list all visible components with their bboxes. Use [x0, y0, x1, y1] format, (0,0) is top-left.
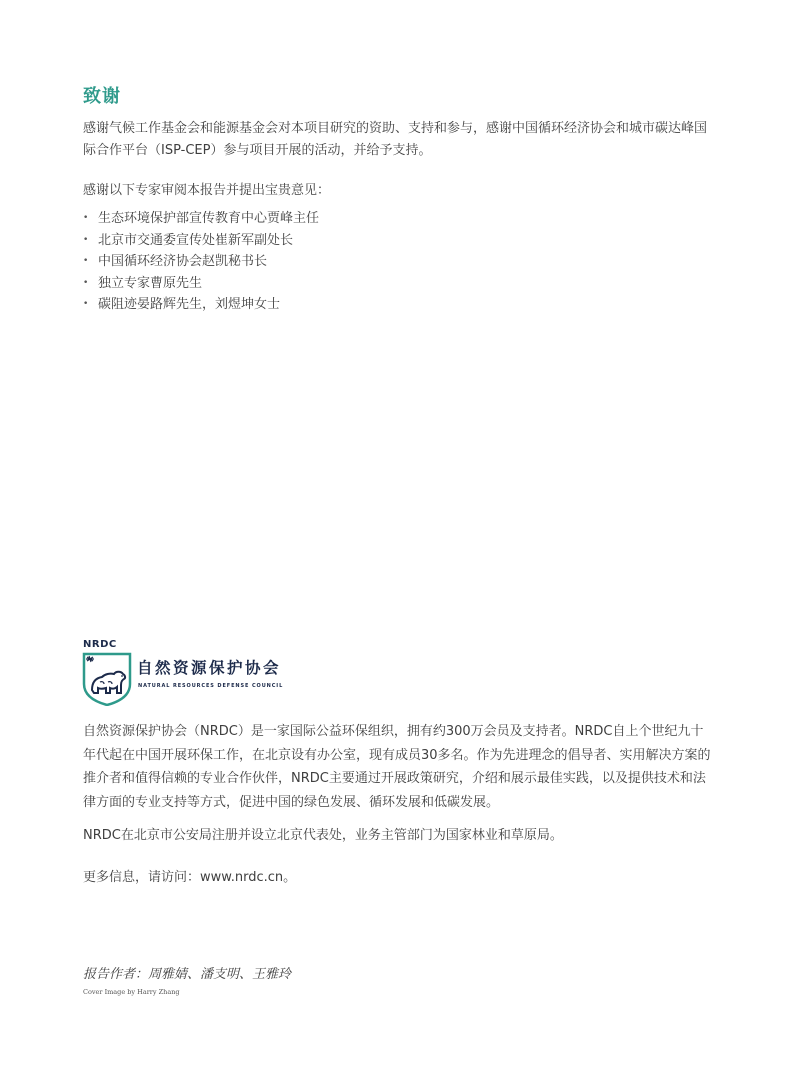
reviewers-intro: 感谢以下专家审阅本报告并提出宝贵意见： — [83, 183, 331, 198]
list-item: • 生态环境保护部宣传教育中心贾峰主任 — [83, 208, 319, 230]
about-nrdc-paragraph: 自然资源保护协会（NRDC）是一家国际公益环保组织，拥有约300万会员及支持者。NRDC自上个世纪九十年代起在中国开展环保工作，在北京设有办公室，现有成员30多名。作为先进理念的倡导者、实用解决方案的推介者和值得信赖的专业合作伙伴，NRDC主要通过开展政策研究，介绍和展示最佳实践，以及提供技术和法律方面的专业支持等方式，促进中国的绿色发展、循环发展和低碳发展。 — [83, 724, 711, 810]
cover-image-credit: Cover Image by Harry Zhang — [83, 988, 180, 996]
logo-english-name: NATURAL RESOURCES DEFENSE COUNCIL — [138, 683, 284, 689]
more-info-paragraph: 更多信息，请访问：www.nrdc.cn。 — [83, 870, 297, 885]
polar-bear-shield-icon — [82, 652, 132, 706]
list-item: • 中国循环经济协会赵凯秘书长 — [83, 251, 319, 273]
acknowledgements-title: 致谢 — [83, 86, 121, 107]
list-item: • 碳阻迹晏路辉先生，刘煜坤女士 — [83, 294, 319, 316]
thanks-paragraph: 感谢气候工作基金会和能源基金会对本项目研究的资助、支持和参与，感谢中国循环经济协会和城市碳达峰国际合作平台（ISP-CEP）参与项目开展的活动，并给予支持。 — [83, 121, 708, 158]
list-item: • 独立专家曹原先生 — [83, 273, 319, 295]
reviewer-list — [83, 208, 319, 316]
logo-abbreviation: NRDC — [83, 639, 117, 650]
report-authors: 报告作者：周雅婧、潘支明、王雅玲 — [83, 967, 292, 982]
list-item: • 北京市交通委宣传处崔新军副处长 — [83, 230, 319, 252]
logo-chinese-name: 自然资源保护协会 — [137, 659, 282, 677]
nrdc-logo — [81, 639, 291, 707]
office-paragraph: NRDC在北京市公安局注册并设立北京代表处，业务主管部门为国家林业和草原局。 — [83, 828, 563, 843]
